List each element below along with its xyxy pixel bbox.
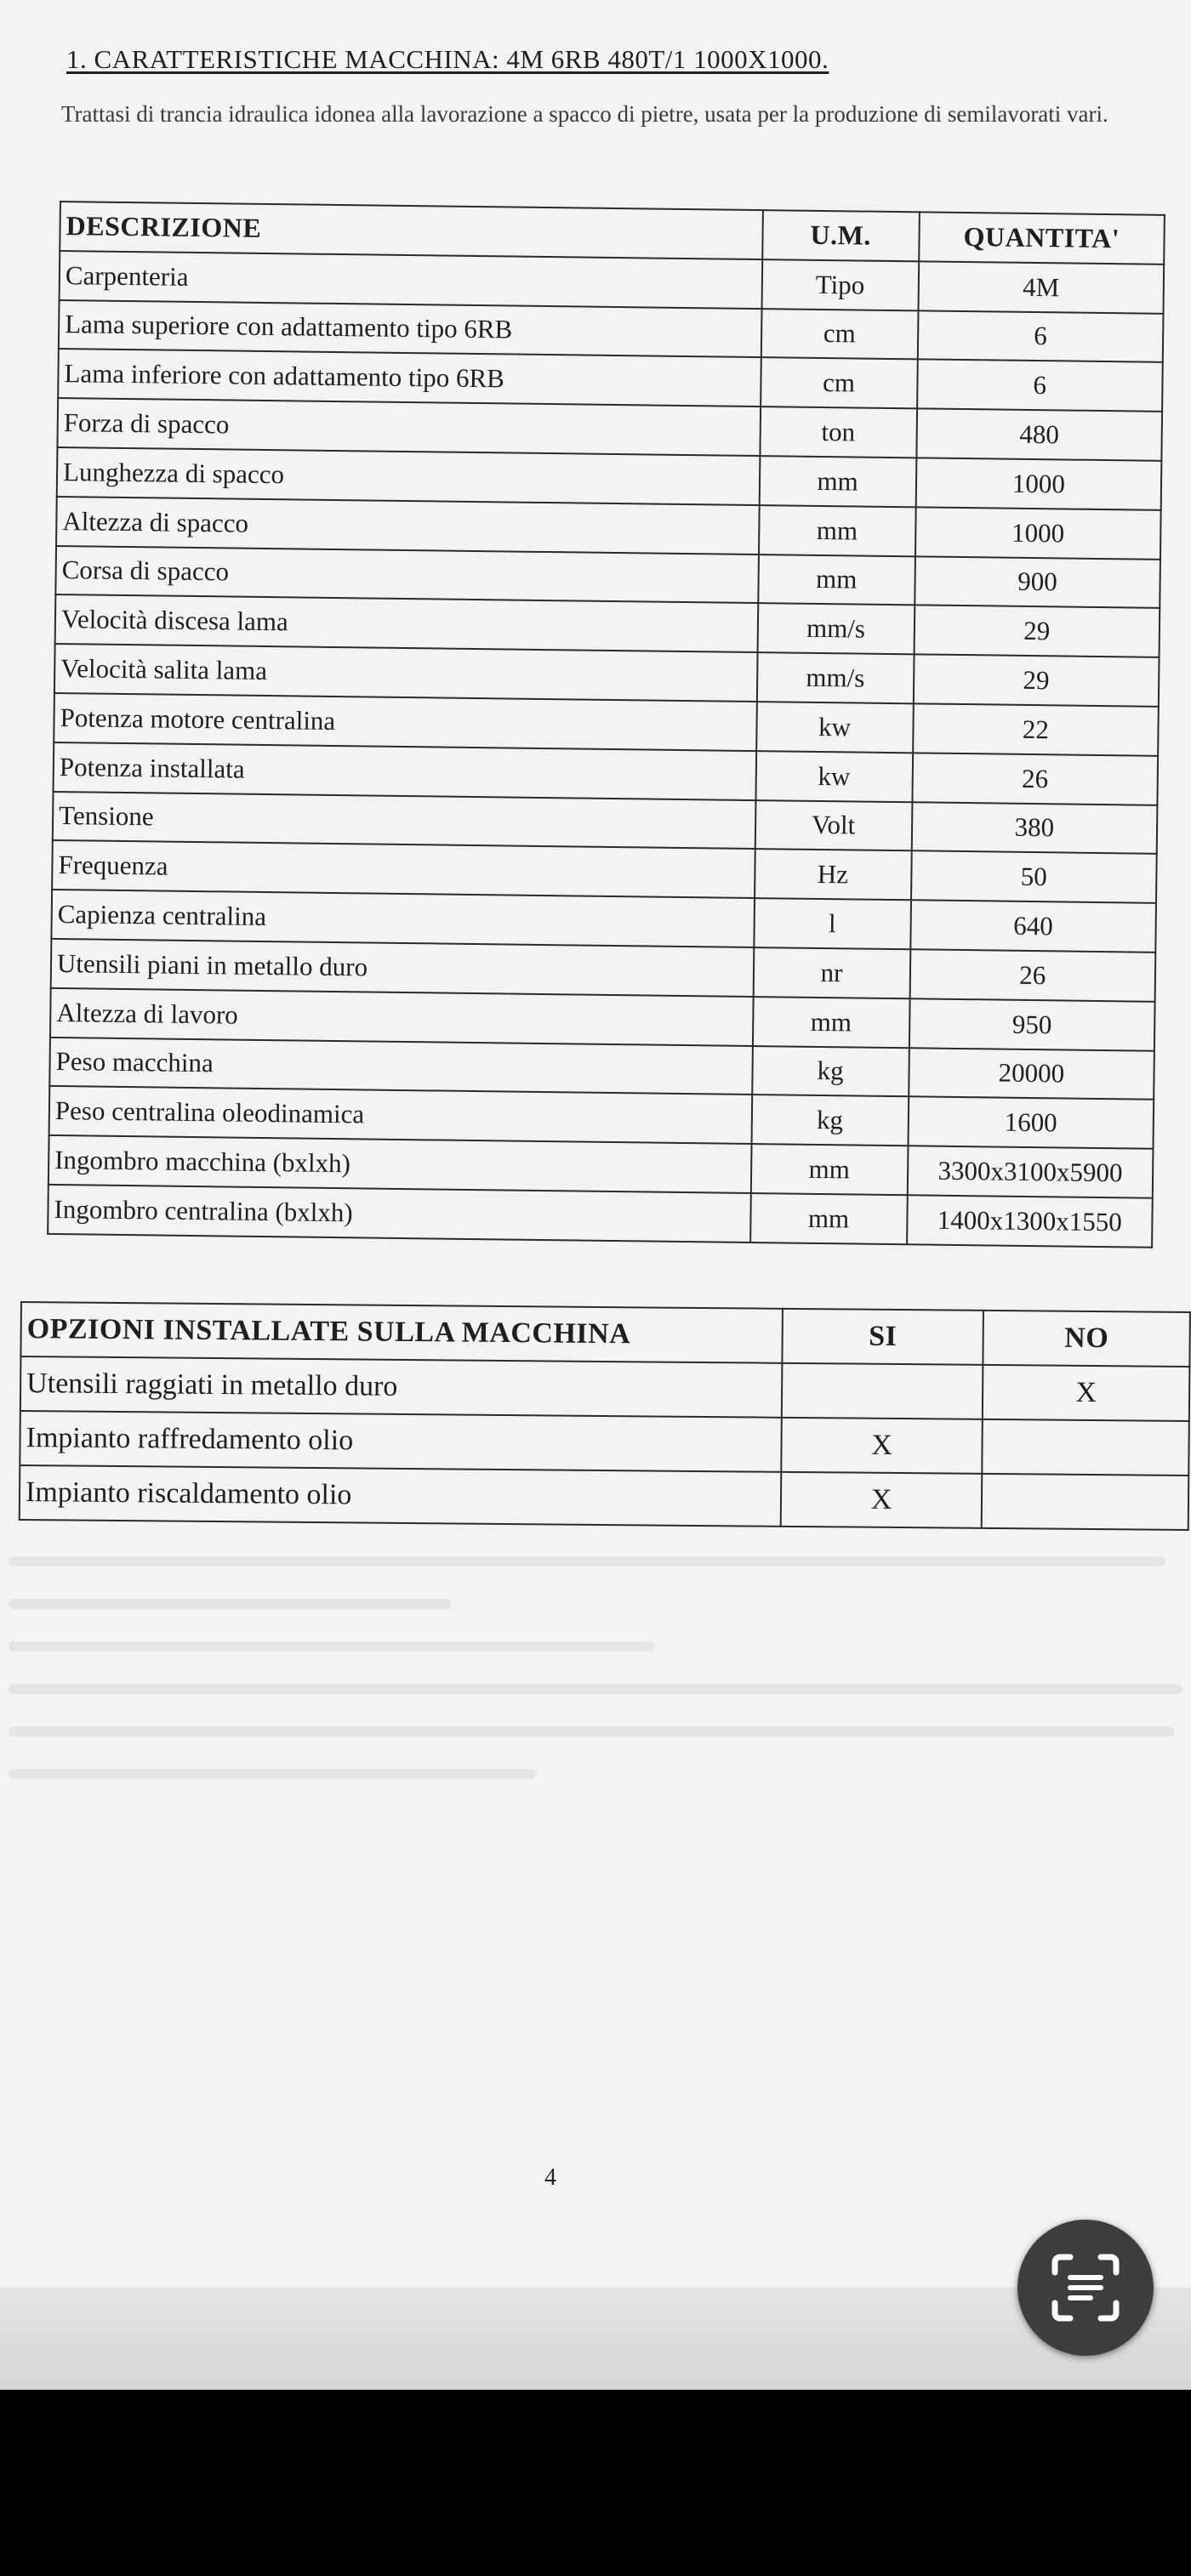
row-quantity: 22: [913, 703, 1159, 755]
header-unit: U.M.: [762, 210, 920, 261]
row-unit: kw: [756, 702, 914, 753]
specifications-table: [47, 201, 1165, 1248]
header-quantity: QUANTITA': [919, 212, 1165, 264]
row-description: Ingombro centralina (bxlxh): [48, 1185, 750, 1243]
row-unit: Tipo: [761, 259, 919, 310]
row-unit: kg: [751, 1095, 909, 1146]
page-number: 4: [544, 2164, 556, 2191]
header-description: DESCRIZIONE: [60, 202, 762, 259]
row-quantity: 480: [916, 409, 1162, 461]
row-quantity: 900: [915, 556, 1160, 608]
row-description: Peso macchina: [49, 1037, 752, 1095]
text-scan-icon: [1048, 2250, 1123, 2325]
row-description: Altezza di spacco: [56, 497, 759, 554]
row-unit: l: [754, 898, 911, 949]
row-unit: cm: [761, 357, 918, 408]
row-unit: mm/s: [757, 603, 915, 654]
option-description: Utensili raggiati in metallo duro: [20, 1356, 783, 1418]
row-unit: mm: [752, 997, 909, 1048]
row-description: Velocità salita lama: [54, 644, 757, 702]
row-description: Capienza centralina: [51, 890, 754, 947]
row-quantity: 1000: [915, 507, 1161, 559]
row-description: Peso centralina oleodinamica: [49, 1086, 752, 1144]
row-unit: cm: [761, 309, 918, 360]
row-description: Lama inferiore con adattamento tipo 6RB: [58, 349, 761, 407]
row-unit: mm: [759, 505, 916, 556]
row-description: Lama superiore con adattamento tipo 6RB: [59, 300, 761, 358]
header-options: OPZIONI INSTALLATE SULLA MACCHINA: [20, 1302, 783, 1363]
header-si: SI: [782, 1309, 983, 1365]
row-description: Forza di spacco: [57, 398, 760, 456]
header-no: NO: [983, 1311, 1190, 1367]
row-unit: nr: [753, 947, 910, 998]
options-header-row: [20, 1302, 1190, 1367]
row-quantity: 640: [910, 900, 1156, 952]
row-quantity: 1400x1300x1550: [907, 1195, 1153, 1247]
row-quantity: 4M: [918, 261, 1164, 313]
row-unit: Hz: [755, 849, 912, 900]
document-title: 1. CARATTERISTICHE MACCHINA: 4M 6RB 480T/1 1000X1000.: [66, 44, 829, 74]
option-description: Impianto raffredamento olio: [20, 1411, 782, 1472]
bleed-through-text: [9, 1556, 1191, 1811]
table-row: [20, 1411, 1189, 1476]
row-description: Tensione: [53, 792, 755, 850]
table-row: [20, 1356, 1190, 1421]
row-unit: mm: [758, 554, 915, 606]
row-description: Velocità discesa lama: [55, 594, 758, 652]
option-no-mark: [982, 1474, 1188, 1530]
row-quantity: 3300x3100x5900: [907, 1146, 1153, 1197]
row-quantity: 20000: [909, 1048, 1154, 1100]
row-unit: ton: [760, 407, 917, 458]
option-si-mark: X: [781, 1472, 983, 1528]
text-scan-button[interactable]: [1017, 2220, 1154, 2356]
row-quantity: 1600: [908, 1097, 1154, 1149]
row-description: Potenza motore centralina: [54, 693, 756, 751]
row-unit: mm: [750, 1144, 908, 1195]
row-quantity: 1000: [915, 458, 1161, 509]
row-quantity: 26: [909, 949, 1155, 1001]
row-quantity: 29: [914, 606, 1160, 657]
intro-paragraph: Trattasi di trancia idraulica idonea alla lavorazione a spacco di pietre, usata per la produzione di semilavorati vari.: [61, 101, 1108, 127]
row-description: Corsa di spacco: [55, 546, 758, 604]
row-unit: mm: [759, 456, 916, 507]
option-si-mark: [782, 1363, 983, 1419]
row-quantity: 6: [917, 360, 1163, 412]
row-quantity: 50: [911, 851, 1157, 903]
row-quantity: 6: [917, 310, 1163, 362]
row-description: Altezza di lavoro: [50, 988, 753, 1046]
row-unit: kw: [755, 751, 913, 802]
row-description: Ingombro macchina (bxlxh): [48, 1135, 751, 1193]
option-description: Impianto riscaldamento olio: [20, 1465, 782, 1527]
row-description: Carpenteria: [60, 251, 762, 309]
option-no-mark: X: [983, 1365, 1189, 1421]
row-quantity: 26: [912, 753, 1158, 805]
row-unit: mm/s: [756, 652, 914, 703]
row-description: Potenza installata: [54, 742, 756, 800]
table-row: [20, 1465, 1189, 1530]
row-description: Utensili piani in metallo duro: [51, 939, 754, 997]
row-description: Frequenza: [52, 840, 755, 898]
row-quantity: 380: [911, 802, 1157, 854]
option-no-mark: [982, 1419, 1188, 1476]
row-unit: Volt: [755, 800, 912, 851]
option-si-mark: X: [781, 1418, 983, 1474]
installed-options-table: [19, 1301, 1191, 1531]
row-quantity: 29: [914, 654, 1160, 706]
page-edge: [0, 2288, 1191, 2390]
row-description: Lunghezza di spacco: [57, 447, 760, 505]
row-unit: mm: [750, 1193, 908, 1244]
row-quantity: 950: [909, 998, 1155, 1050]
row-unit: kg: [752, 1046, 909, 1097]
